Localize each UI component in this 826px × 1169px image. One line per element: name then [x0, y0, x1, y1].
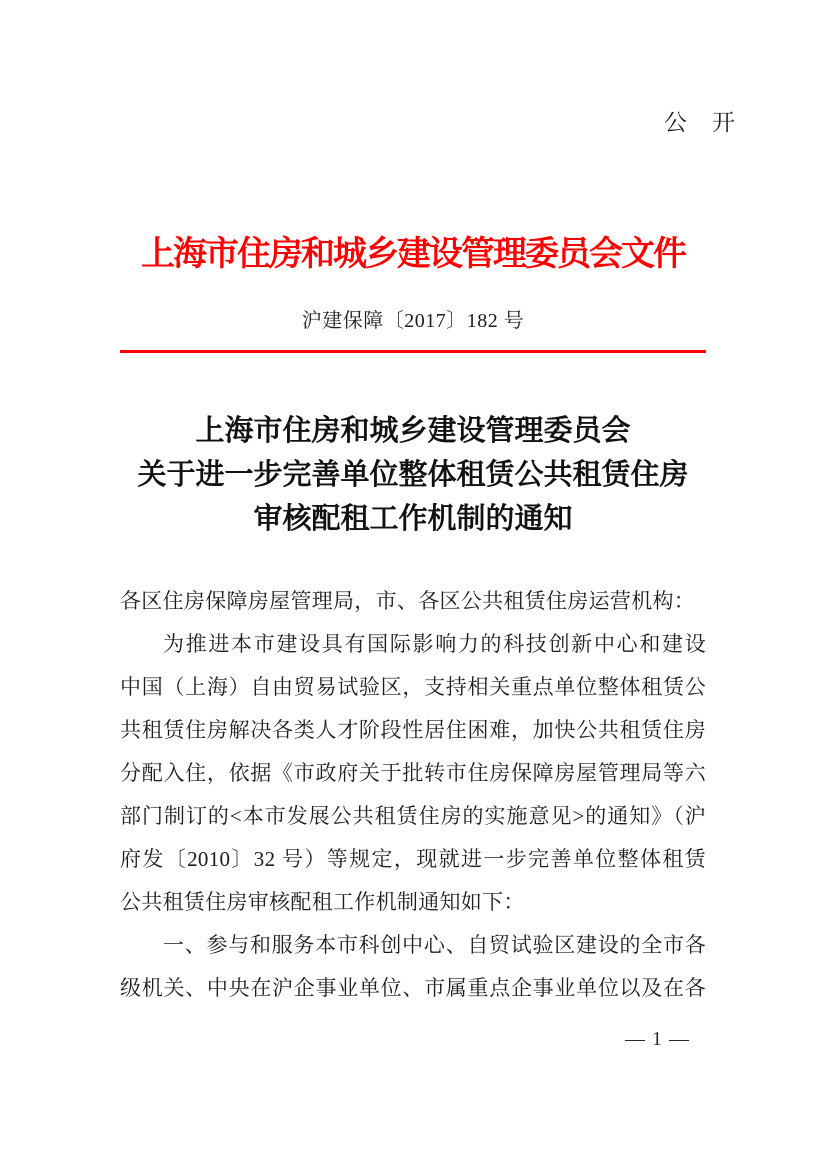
body-line: 府发〔2010〕32 号）等规定，现就进一步完善单位整体租赁 — [120, 847, 706, 871]
document-number: 沪建保障〔2017〕182 号 — [301, 310, 525, 332]
body-line: 部门制订的<本市发展公共租赁住房的实施意见>的通知》（沪 — [120, 804, 706, 828]
body-line: 公共租赁住房审核配租工作机制通知如下： — [120, 890, 525, 914]
notice-title-line-2: 关于进一步完善单位整体租赁公共租赁住房 — [137, 459, 689, 491]
body-line: 级机关、中央在沪企事业单位、市属重点企事业单位以及在各 — [120, 976, 706, 1000]
body-line: 各区住房保障房屋管理局，市、各区公共租赁住房运营机构： — [120, 589, 696, 613]
body-line: 一、参与和服务本市科创中心、自贸试验区建设的全市各 — [163, 933, 706, 957]
body-text — [120, 580, 706, 1010]
notice-title-line-3: 审核配租工作机制的通知 — [253, 503, 573, 535]
body-line: 中国（上海）自由贸易试验区，支持相关重点单位整体租赁公 — [120, 675, 706, 699]
body-line: 分配入住，依据《市政府关于批转市住房保障房屋管理局等六 — [120, 761, 706, 785]
letterhead-org-title: 上海市住房和城乡建设管理委员会文件 — [141, 236, 685, 273]
body-line: 为推进本市建设具有国际影响力的科技创新中心和建设 — [163, 632, 706, 656]
body-line: 共租赁住房解决各类人才阶段性居住困难，加快公共租赁住房 — [120, 718, 706, 742]
classification-mark: 公 开 — [664, 110, 736, 135]
page-number: — 1 — — [625, 1028, 690, 1050]
red-divider-line — [120, 350, 706, 353]
notice-title — [0, 409, 826, 541]
notice-title-line-1: 上海市住房和城乡建设管理委员会 — [195, 415, 631, 447]
